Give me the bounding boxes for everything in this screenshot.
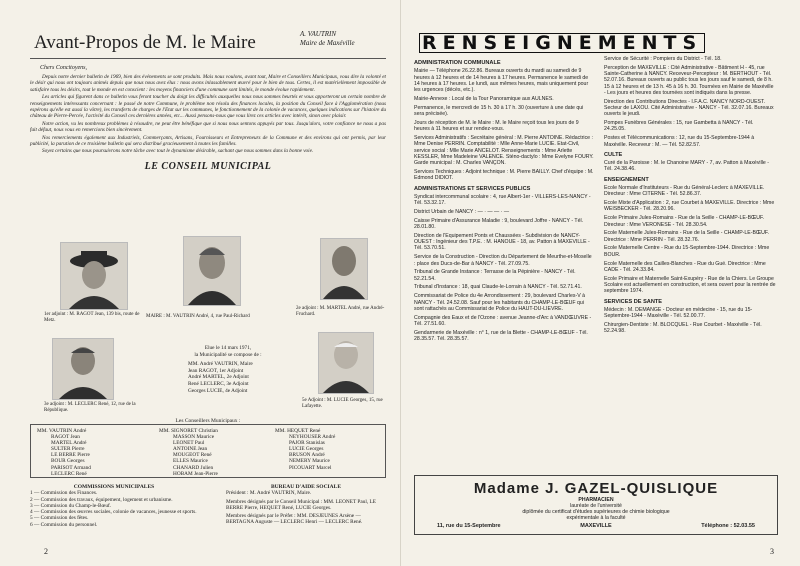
info-entry: Tribunal de Grande Instance : Terrasse de la Pépinière - NANCY - Tél. 52.21.54.: [414, 269, 576, 282]
council-heading: LE CONSEIL MUNICIPAL: [144, 160, 272, 172]
portrait-ragot: [60, 242, 128, 310]
list-item: 2 — Commission des travaux, équipement, logement et urbanisme.: [30, 496, 173, 503]
info-entry: Direction des Contributions Directes - I.F.A.C. NANCY NORD-OUEST. Secteur de LAXOU. Cité Administrative - NANCY - Tél. 32.07.16. Bureaux ouverts le jeudi.: [604, 98, 774, 118]
caption-martel: 2e adjoint : M. MARTEL André, rue André-Fruchard.: [296, 306, 385, 317]
info-entry: Service de Sécurité : Pompiers du District - Tél. 18.: [604, 56, 722, 62]
list-item: André MARTEL, 2e Adjoint: [188, 374, 249, 381]
councillors-box: [30, 424, 386, 478]
info-entry: Compagnie des Eaux et de l'Ozone : avenue Jeanne-d'Arc à VANDŒUVRE - Tél. 27.51.60.: [414, 314, 592, 327]
title-rule: [30, 58, 386, 59]
info-entry: Ecole Normale d'Instituteurs - Rue du Général-Leclerc à MAXEVILLE. Directeur : Mme CITERNE - Tél. 52.86.37.: [604, 185, 765, 198]
list-item: 6 — Commission du personnel.: [30, 521, 98, 528]
caption-lucie: 5e Adjoint : M. LUCIE Georges, 15, rue Lafayette.: [302, 398, 383, 409]
list-item: Jean RAGOT, 1er Adjoint: [188, 367, 244, 374]
intro-paragraph: Nos remerciements également aux Industriels, Commerçants, Artisans, Fournisseurs et Entrepreneurs de la Commune et des environs qui ont permis, par leur publicité, la parution de ce troisième bulletin qui sera distribué gracieusement à toutes les familles.: [30, 134, 386, 148]
caption-leclerc: 3e adjoint : M. LECLERC René, 12, rue de la République.: [44, 402, 136, 413]
info-entry: Gendarmerie de Maxéville : n° 1, rue de la Blette - CHAMP-LE-BŒUF - Tél. 28.35.57. Tél. 28.35.57.: [414, 329, 588, 342]
pharmacy-city: MAXEVILLE: [580, 523, 612, 529]
section-heading: SERVICES DE SANTE: [604, 298, 663, 305]
page-number-left: 2: [44, 547, 48, 556]
renseignements-logo: RENSEIGNEMENTS: [419, 32, 778, 54]
info-entry: Perception de MAXEVILLE : Cité Administrative - Bâtiment H - 45, rue Sainte-Catherine à NANCY. Receveur-Percepteur : M. BERTHOUT - Tél. 52.07.16. Bureaux ouverts au public tous les jours sauf le samedi, de 8 h. 15 à 12 heures et de 13 h. 45 à 16 h. 30. Tournées en Mairie de Maxéville - Les jours et heures des tournées sont indiqués dans la presse.: [604, 64, 774, 96]
list-item: René LECLERC, 3e Adjoint: [188, 380, 249, 387]
list-item: Membres désignés par le Conseil Municipal : MM. LEONET Paul, LE BERRE Pierre, HEQUET René, LUCIE Georges.: [226, 498, 376, 511]
section-heading: ADMINISTRATIONS ET SERVICES PUBLICS: [414, 185, 531, 192]
list-item: 1 — Commission des Finances.: [30, 490, 98, 497]
councillors-col-2: MM. SIGNORET Christian MASSON Maurice LEONET Paul ANTOINE Jean MOUGEOT René ELLES Maurice CHANARD Julien HOBAM Jean-Pierre: [159, 428, 218, 477]
pharmacy-phone: Téléphone : 52.03.55: [701, 523, 755, 529]
intro-paragraph: Soyez certains que nous poursuivrons notre tâche avec tout le dynamisme désirable, sachant que nous sommes dans la bonne voie.: [42, 148, 314, 155]
info-entry: Services Administratifs : Secrétaire général : M. Pierre ANTOINE. Rédactrice : Mme Denise PERRIN. Comptabilité : Mlle Anne-Marie LUCIE. Etat-Civil, service social : Mlle Marie ANCELOT. Renseignements : Mme Arlette KESSLER, Mme Madeleine VALENCE. Sténo-dactylo : Mme Evelyne FOURY. Garde municipal : M. Charles VANÇON.: [414, 134, 594, 167]
list-item: 4 — Commission des œuvres sociales, colonie de vacances, jeunesse et sports.: [30, 509, 197, 516]
intro-paragraph: Notre action, vu les nombreux problèmes à résoudre, ne peut être bénéfique que si nous nous sentons appuyés par tous. Jusqu'alors, votre confiance ne nous a pas fait défaut, nous vous en remercions bien sincèrement.: [30, 120, 386, 134]
list-item: Président : M. André VAUTRIN, Maire.: [226, 490, 312, 497]
info-entry: Ecole Primaire Jules-Romains - Rue de la Seille - CHAMP-LE-BŒUF. Directeur : Mme VERONESE - Tél. 28.30.54.: [604, 215, 764, 228]
pharmacy-name: Madame J. GAZEL-QUISLIQUE: [473, 480, 719, 497]
info-entry: Chirurgien-Dentiste : M. BLOCQUEL - Rue Courbet - Maxéville - Tél. 52.24.98.: [604, 321, 762, 335]
councillors-heading: Les Conseillers Municipaux :: [175, 418, 241, 424]
info-entry: Services Techniques : Adjoint technique : M. Pierre BAILLY. Chef d'équipe : M. Edmond DIDIOT.: [414, 168, 594, 182]
section-heading: CULTE: [604, 151, 623, 158]
info-entry: Ecole Maternelle des Cailles-Blanches - Rue du Gué. Directrice : Mme CADE - Tél. 24.33.84.: [604, 260, 766, 273]
info-entry: Médecin : M. DEMANGE - Docteur en médecine - 15, rue du 15-Septembre-1944 - Maxéville - Tél. 52.00.77.: [604, 306, 753, 320]
info-entry: Ecole Maternelle Centre - Rue du 15-Septembre-1944. Directrice : Mme BOUR.: [604, 245, 770, 258]
portrait-lucie: [318, 332, 374, 394]
mayor-signature: A. VAUTRIN Maire de Maxéville: [300, 30, 355, 47]
info-entry: Mairie — Téléphone 26.22.86. Bureaux ouverts du mardi au samedi de 9 heures à 12 heures et de 14 heures à 17 heures. Permanence le samedi de 14 heures à 17 heures. Le lundi, aux mêmes heures, mais uniquement pour les urgences (décès, etc.).: [414, 68, 589, 94]
greeting: Chers Concitoyens,: [40, 65, 87, 71]
caption-maire: MAIRE : M. VAUTRIN André, 4, rue Paul-Richard: [146, 314, 250, 319]
info-entry: Postes et Télécommunications : 12, rue du 15-Septembre-1944 à Maxéville. Receveur : M. — Tél. 52.82.57.: [604, 135, 755, 148]
info-entry: Curé de la Paroisse : M. le Chanoine MARY - 7, av. Patton à Maxéville - Tél. 24.38.46.: [604, 160, 769, 173]
pharmacy-address: 11, rue du 15-Septembre: [437, 523, 501, 529]
list-item: MM. André VAUTRIN, Maire: [188, 361, 253, 368]
list-item: 5 — Commission des fêtes.: [30, 515, 89, 522]
page-title: Avant-Propos de M. le Maire: [34, 32, 256, 53]
pharmacy-advertisement: Madame J. GAZEL-QUISLIQUE PHARMACIEN lauréate de l'université diplômée du certificat d'études supérieures de chimie biologique expérimentale à la faculté 11, rue du 15-Septembre MAXEVILLE Téléphone : 52.03.55: [414, 475, 778, 535]
info-entry: Commissariat de Police du 4e Arrondissement : 29, boulevard Charles-V à NANCY - Tél. 24.52.08. Sauf pour les habitants du CHAMP-LE-BŒUF qui sont rattachés au Commissariat de Police du HAUT-DU-LIEVRE.: [414, 293, 585, 312]
list-item: Georges LUCIE, 4e Adjoint: [188, 387, 248, 394]
info-entry: District Urbain de NANCY : — · — — · —: [414, 208, 510, 215]
info-entry: Tribunal d'Instance : 18, quai Claude-le-Lorrain à NANCY - Tél. 52.71.41.: [414, 284, 582, 291]
bureau-heading: BUREAU D'AIDE SOCIALE: [271, 484, 341, 490]
info-entry: Ecole Mixte d'Application : 2, rue Courbet à MAXEVILLE. Directrice : Mme WEISBECKER - Tél. 28.20.96.: [604, 200, 775, 213]
page-number-right: 3: [770, 547, 774, 556]
commissions-heading: COMMISSIONS MUNICIPALES: [73, 484, 155, 490]
info-entry: Syndicat intercommunal scolaire : 4, rue Albert-1er - VILLERS-LES-NANCY - Tél. 53.32.17.: [414, 193, 591, 207]
councillors-col-3: MM. HEQUET René NEYHOUSER André PAJOR Stanislas LUCIE Georges BRUSON André NEMERY Maurice PICOUART Marcel: [275, 428, 336, 471]
municipality-list: Elue le 14 mars 1971, la Municipalité se compose de : MM. André VAUTRIN, Maire Jean RAGOT, 1er Adjoint André MARTEL, 2e Adjoint René LECLERC, 3e Adjoint Georges LUCIE, 4e Adjoint: [158, 345, 298, 394]
portrait-leclerc: [52, 338, 114, 400]
info-column-1: [414, 56, 594, 345]
info-entry: Ecole Maternelle Jules-Romains - Rue de la Seille - CHAMP-LE-BŒUF. Directrice : Mme PERRIN - Tél. 28.32.76.: [604, 230, 769, 243]
info-entry: Ecole Primaire et Maternelle Saint-Exupéry - Rue de la Chiers. Le Groupe Scolaire est actuellement en construction, et sera ouvert pour la rentrée de septembre 1974.: [604, 275, 776, 295]
portrait-vautrin: [183, 236, 241, 306]
intro-paragraph: Depuis notre dernier bulletin de 1969, bien des événements se sont produits. Mais nous voulons, avant tout, Maire et Conseillers Municipaux, vous dire la volonté et le désir qui nous ont toujours animés depuis que nous nous avez élus : nous avons inlassablement œuvré pour le bien de tous. Certes, il est matériellement impossible de satisfaire tous les désirs, tout le monde en est conscient : les moyens financiers d'une commune sont limités, le monde évolue rapidement.: [30, 74, 386, 93]
pharmacy-title: PHARMACIEN: [578, 497, 614, 503]
info-entry: Jours de réception de M. le Maire : M. le Maire reçoit tous les jours de 9 heures à 11 heures et sur rendez-vous.: [414, 119, 579, 133]
caption-ragot: 1er adjoint : M. RAGOT Jean, 139 bis, route de Metz.: [44, 312, 140, 323]
portrait-martel: [320, 238, 368, 300]
section-heading: ADMINISTRATION COMMUNALE: [414, 60, 501, 66]
councillors-col-1: MM. VAUTRIN André RAGOT Jean MARTEL André SULTER Pierre LE BERRE Pierre BOUR Georges PARISOT Armand LECLERC René: [37, 428, 91, 477]
intro-text: [30, 74, 386, 155]
list-item: 3 — Commission du Champ-le-Bœuf.: [30, 502, 112, 509]
info-entry: Mairie-Annexe : Local de la Tour Panoramique aux AULNES.: [414, 95, 554, 102]
section-heading: ENSEIGNEMENT: [604, 176, 649, 183]
info-entry: Direction de l'Equipement Ponts et Chaussées - Subdivision de NANCY-OUEST : Ingénieur des T.P.E. : M. HANOUE - 18, av. Patton à MAXEVILLE - Tél. 53.70.51.: [414, 232, 590, 252]
info-entry: Caisse Primaire d'Assurance Maladie : 9, boulevard Joffre - NANCY - Tél. 28.01.80.: [414, 217, 584, 231]
info-entry: Service de la Construction - Direction du Département de Meurthe-et-Moselle : place des Ducs-de-Bar à NANCY - Tél. 27.09.75.: [414, 254, 592, 267]
intro-paragraph: Les articles qui figurent dans ce bulletin vous feront toucher du doigt les difficultés auxquelles nous nous sommes heurtés et vous apporteront un certain nombre de renseignements intéressants concernant : le passé de notre Commune, le problème non résolu des finances locales, la position du Conseil face à l'Agglomération (nous espérons qu'elle est aussi la vôtre), les transferts de charges de l'Etat sur les communes, le fonctionnement de la colonie de vacances, quelques indications sur l'histoire du château de Pierre-Percée, l'activité du Conseil ces dernières années, etc... Aussi pensons-nous que vous lirez ces articles avec intérêt, sinon avec plaisir.: [30, 94, 386, 120]
info-column-2: [604, 56, 776, 337]
info-entry: Pompes Funèbres Générales : 15, rue Gambetta à NANCY - Tél. 24.25.05.: [604, 120, 754, 133]
info-entry: Permanence, le mercredi de 15 h. 30 à 17 h. 30 (ouverture à une date qui sera précisée).: [414, 104, 584, 118]
list-item: Membres désignés par le Préfet : MM. DESJEUNES Arsène — BERTAGNA Auguste — LECLERC Henri — LECLERC René.: [226, 513, 363, 526]
